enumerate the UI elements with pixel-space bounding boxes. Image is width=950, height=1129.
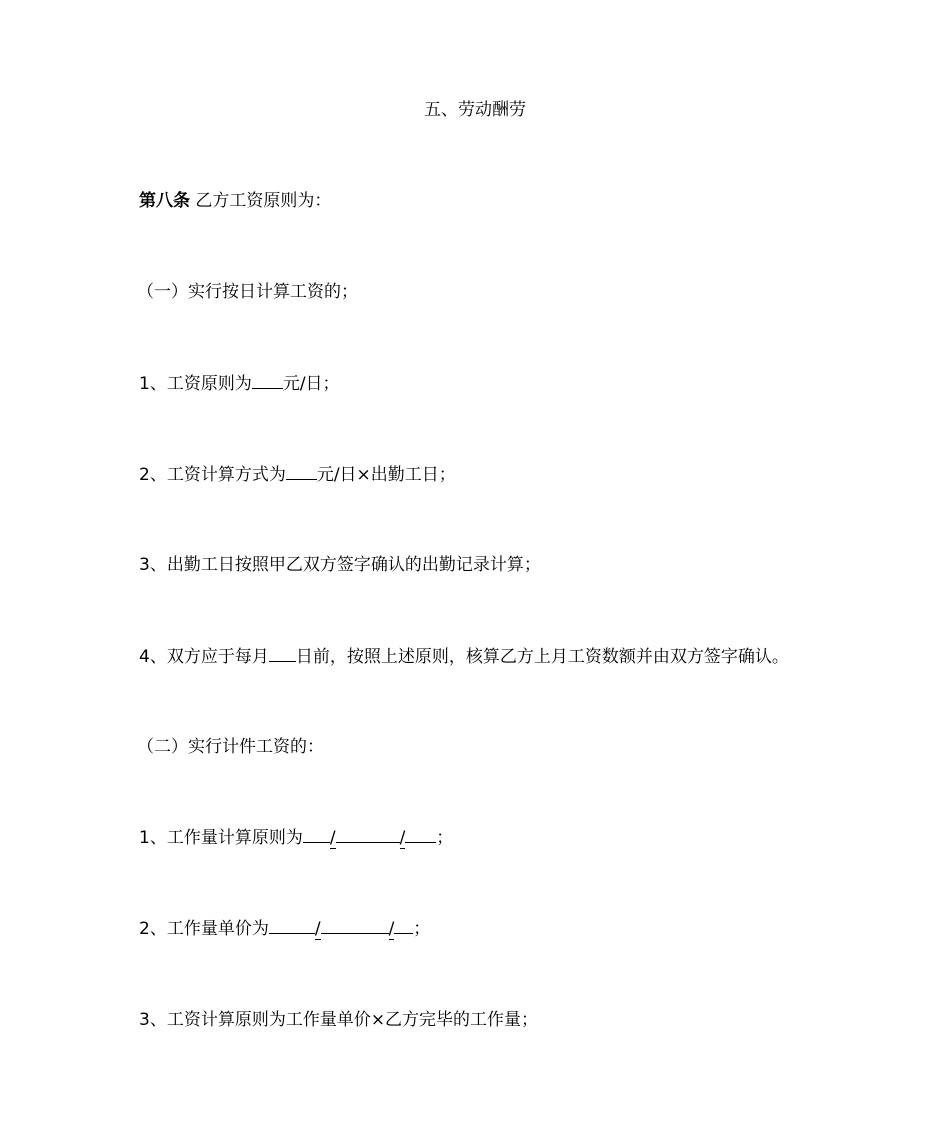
article-eight — [139, 188, 331, 214]
slash: / — [329, 828, 336, 848]
slash: / — [388, 919, 395, 939]
section-title: 五、劳动酬劳 — [424, 100, 526, 120]
item-suffix: ； — [436, 828, 454, 848]
article-label: 第八条 — [139, 191, 190, 211]
blank-line — [252, 370, 283, 389]
blank-line — [405, 842, 436, 843]
part-one-heading: （一）实行按日计算工资的； — [137, 282, 358, 302]
blank-line — [269, 933, 315, 934]
article-text: 乙方工资原则为： — [190, 191, 332, 211]
slash: / — [314, 919, 321, 939]
item-suffix: 元/日×出勤工日； — [316, 465, 456, 485]
item-suffix: 元/日； — [282, 374, 340, 394]
part-one-item-2 — [139, 461, 456, 488]
item-prefix: 1、工资原则为 — [139, 374, 252, 394]
item-prefix: 2、工作量单价为 — [139, 919, 269, 939]
blank-line — [286, 461, 317, 480]
blank-line — [321, 933, 389, 934]
item-prefix: 2、工资计算方式为 — [139, 465, 286, 485]
item-prefix: 4、双方应于每月 — [139, 647, 269, 667]
part-one-item-4 — [139, 643, 789, 670]
slash: / — [399, 828, 406, 848]
part-two-item-2 — [139, 916, 430, 942]
part-one-item-3: 3、出勤工日按照甲乙双方签字确认的出勤记录计算； — [139, 555, 541, 575]
blank-line — [336, 842, 400, 843]
part-one-item-1 — [139, 370, 340, 397]
item-suffix: ； — [413, 919, 431, 939]
part-two-item-3: 3、工资计算原则为工作量单价×乙方完毕的工作量； — [139, 1010, 539, 1030]
part-two-heading: （二）实行计件工资的： — [137, 737, 324, 757]
item-suffix: 日前，按照上述原则，核算乙方上月工资数额并由双方签字确认。 — [295, 647, 789, 667]
item-prefix: 1、工作量计算原则为 — [139, 828, 303, 848]
part-two-item-1 — [139, 825, 453, 851]
blank-line — [303, 842, 330, 843]
blank-line — [394, 933, 413, 934]
blank-line — [269, 643, 296, 662]
